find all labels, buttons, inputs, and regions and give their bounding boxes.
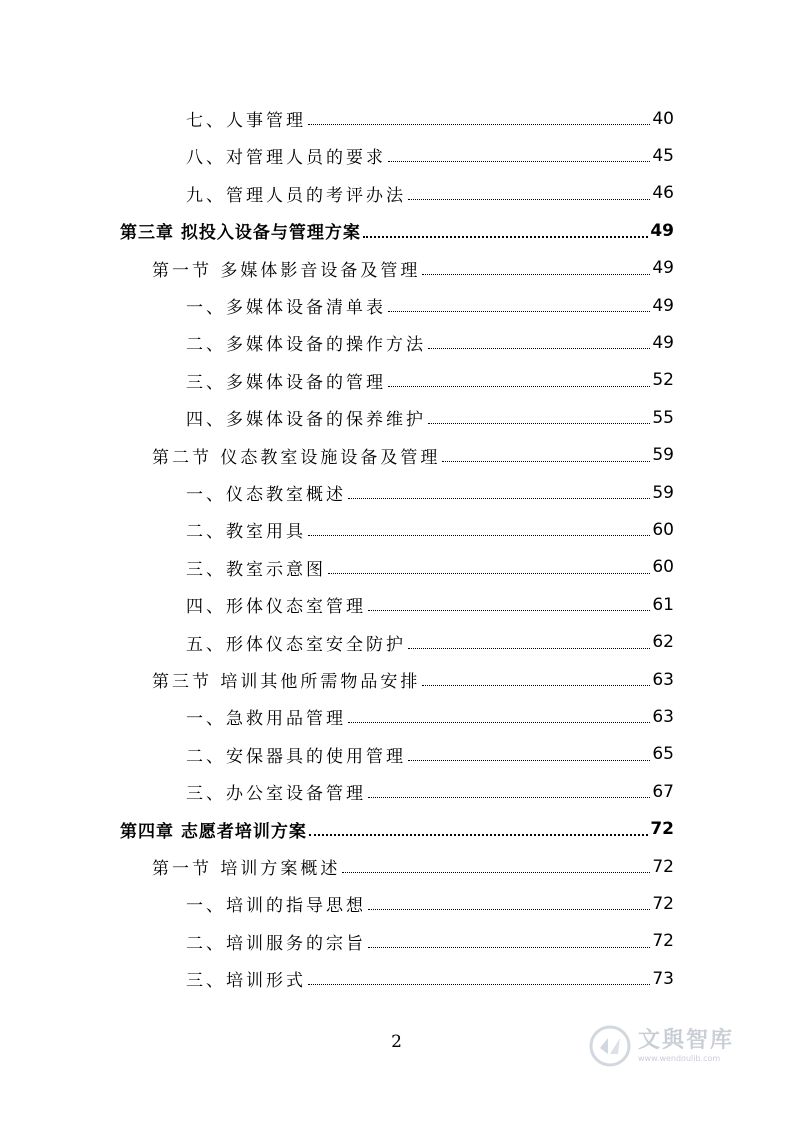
toc-entry-label: 三、多媒体设备的管理	[186, 372, 386, 393]
toc-entry-page: 60	[652, 519, 674, 540]
dot-leader	[368, 610, 650, 611]
dot-leader	[388, 311, 650, 312]
toc-entry-page: 63	[652, 706, 674, 727]
dot-leader	[388, 386, 650, 387]
toc-entry-label: 四、形体仪态室管理	[186, 597, 366, 618]
toc-entry-page: 72	[650, 819, 674, 840]
toc-entry-page: 61	[652, 594, 674, 615]
dot-leader	[408, 199, 650, 200]
toc-entry-page: 73	[652, 968, 674, 989]
dot-leader	[368, 947, 650, 948]
toc-entry-label: 第三节 培训其他所需物品安排	[152, 672, 421, 692]
toc-entry-item[interactable]	[186, 923, 674, 960]
toc-entry-page: 62	[652, 632, 674, 653]
toc-entry-item[interactable]	[186, 549, 674, 586]
toc-entry-page: 45	[652, 145, 674, 166]
toc-entry-label: 第三章 拟投入设备与管理方案	[120, 223, 361, 244]
toc-entry-page: 52	[652, 370, 674, 391]
toc-entry-page: 55	[652, 407, 674, 428]
toc-entry-item[interactable]	[186, 624, 674, 661]
toc-entry-label: 八、对管理人员的要求	[186, 148, 386, 169]
toc-entry-item[interactable]	[186, 399, 674, 436]
toc-entry-item[interactable]	[186, 137, 674, 174]
toc-entry-item[interactable]	[186, 362, 674, 399]
toc-entry-label: 第二节 仪态教室设施设备及管理	[152, 447, 441, 468]
toc-entry-page: 49	[652, 332, 674, 353]
toc-entry-label: 七、人事管理	[186, 111, 306, 131]
toc-entry-label: 九、管理人员的考评办法	[186, 185, 406, 206]
toc-entry-item[interactable]	[186, 773, 674, 810]
toc-entry-item[interactable]	[186, 175, 674, 212]
toc-entry-label: 三、办公室设备管理	[186, 784, 366, 805]
dot-leader	[308, 124, 650, 125]
toc-entry-item[interactable]	[186, 698, 674, 735]
toc-entry-page: 72	[652, 856, 674, 877]
toc-entry-section[interactable]	[152, 848, 674, 885]
dot-leader	[348, 722, 650, 723]
toc-entry-item[interactable]	[186, 736, 674, 773]
toc-entry-label: 第四章 志愿者培训方案	[120, 821, 307, 842]
toc-entry-page: 60	[652, 557, 674, 578]
toc-entry-section[interactable]	[152, 437, 674, 474]
dot-leader	[309, 834, 648, 836]
dot-leader	[428, 423, 650, 424]
toc-entry-page: 46	[652, 183, 674, 204]
dot-leader	[408, 648, 650, 649]
toc-entry-label: 四、多媒体设备的保养维护	[186, 410, 426, 431]
dot-leader	[388, 161, 650, 162]
toc-entry-item[interactable]	[186, 586, 674, 623]
watermark	[588, 1018, 758, 1074]
dot-leader	[408, 760, 650, 761]
toc-entry-chapter[interactable]	[120, 212, 674, 249]
toc-entry-label: 二、安保器具的使用管理	[186, 746, 406, 767]
toc-entry-page: 65	[652, 744, 674, 765]
toc-entry-label: 二、教室用具	[186, 522, 306, 543]
toc-entry-page: 59	[652, 482, 674, 503]
dot-leader	[442, 461, 650, 462]
dot-leader	[342, 872, 650, 873]
toc-entry-label: 五、形体仪态室安全防护	[186, 634, 406, 655]
toc-entry-page: 72	[652, 931, 674, 952]
toc-entry-label: 一、多媒体设备清单表	[186, 298, 386, 318]
toc-entry-chapter[interactable]	[120, 811, 674, 848]
dot-leader	[348, 498, 650, 499]
toc-entry-section[interactable]	[152, 250, 674, 287]
toc-entry-label: 三、教室示意图	[186, 559, 326, 580]
toc-entry-label: 一、仪态教室概述	[186, 485, 346, 505]
dot-leader	[422, 685, 650, 686]
toc-entry-item[interactable]	[186, 885, 674, 922]
toc-entry-label: 二、多媒体设备的操作方法	[186, 335, 426, 356]
toc-entry-label: 一、急救用品管理	[186, 709, 346, 730]
toc-entry-page: 40	[652, 108, 674, 129]
dot-leader	[363, 236, 648, 238]
toc-entry-page: 49	[652, 258, 674, 279]
toc-entry-label: 三、培训形式	[186, 971, 306, 992]
logo-icon	[588, 1024, 632, 1068]
toc-entry-page: 49	[650, 220, 674, 241]
dot-leader	[368, 797, 650, 798]
toc-entry-item[interactable]	[186, 511, 674, 548]
watermark-url: www.wendoulib.com	[638, 1053, 721, 1063]
dot-leader	[428, 348, 650, 349]
toc-entry-page: 67	[652, 781, 674, 802]
toc-entry-label: 一、培训的指导思想	[186, 896, 366, 917]
dot-leader	[368, 909, 650, 910]
toc-entry-item[interactable]	[186, 100, 674, 137]
toc-entry-page: 59	[652, 445, 674, 466]
dot-leader	[422, 274, 650, 275]
toc-entry-item[interactable]	[186, 474, 674, 511]
toc-entry-page: 49	[652, 295, 674, 316]
watermark-brand: 文與智库	[638, 1027, 735, 1053]
toc-entry-item[interactable]	[186, 287, 674, 324]
toc-entry-item[interactable]	[186, 960, 674, 997]
dot-leader	[308, 984, 650, 985]
dot-leader	[328, 573, 650, 574]
toc-entry-label: 第一节 培训方案概述	[152, 859, 341, 879]
toc-entry-label: 二、培训服务的宗旨	[186, 933, 366, 954]
dot-leader	[308, 535, 650, 536]
toc-entry-page: 72	[652, 893, 674, 914]
toc-entry-label: 第一节 多媒体影音设备及管理	[152, 260, 421, 281]
toc-entry-item[interactable]	[186, 324, 674, 361]
toc-entry-page: 63	[652, 669, 674, 690]
page-number: 2	[391, 1032, 402, 1052]
toc-entry-section[interactable]	[152, 661, 674, 698]
